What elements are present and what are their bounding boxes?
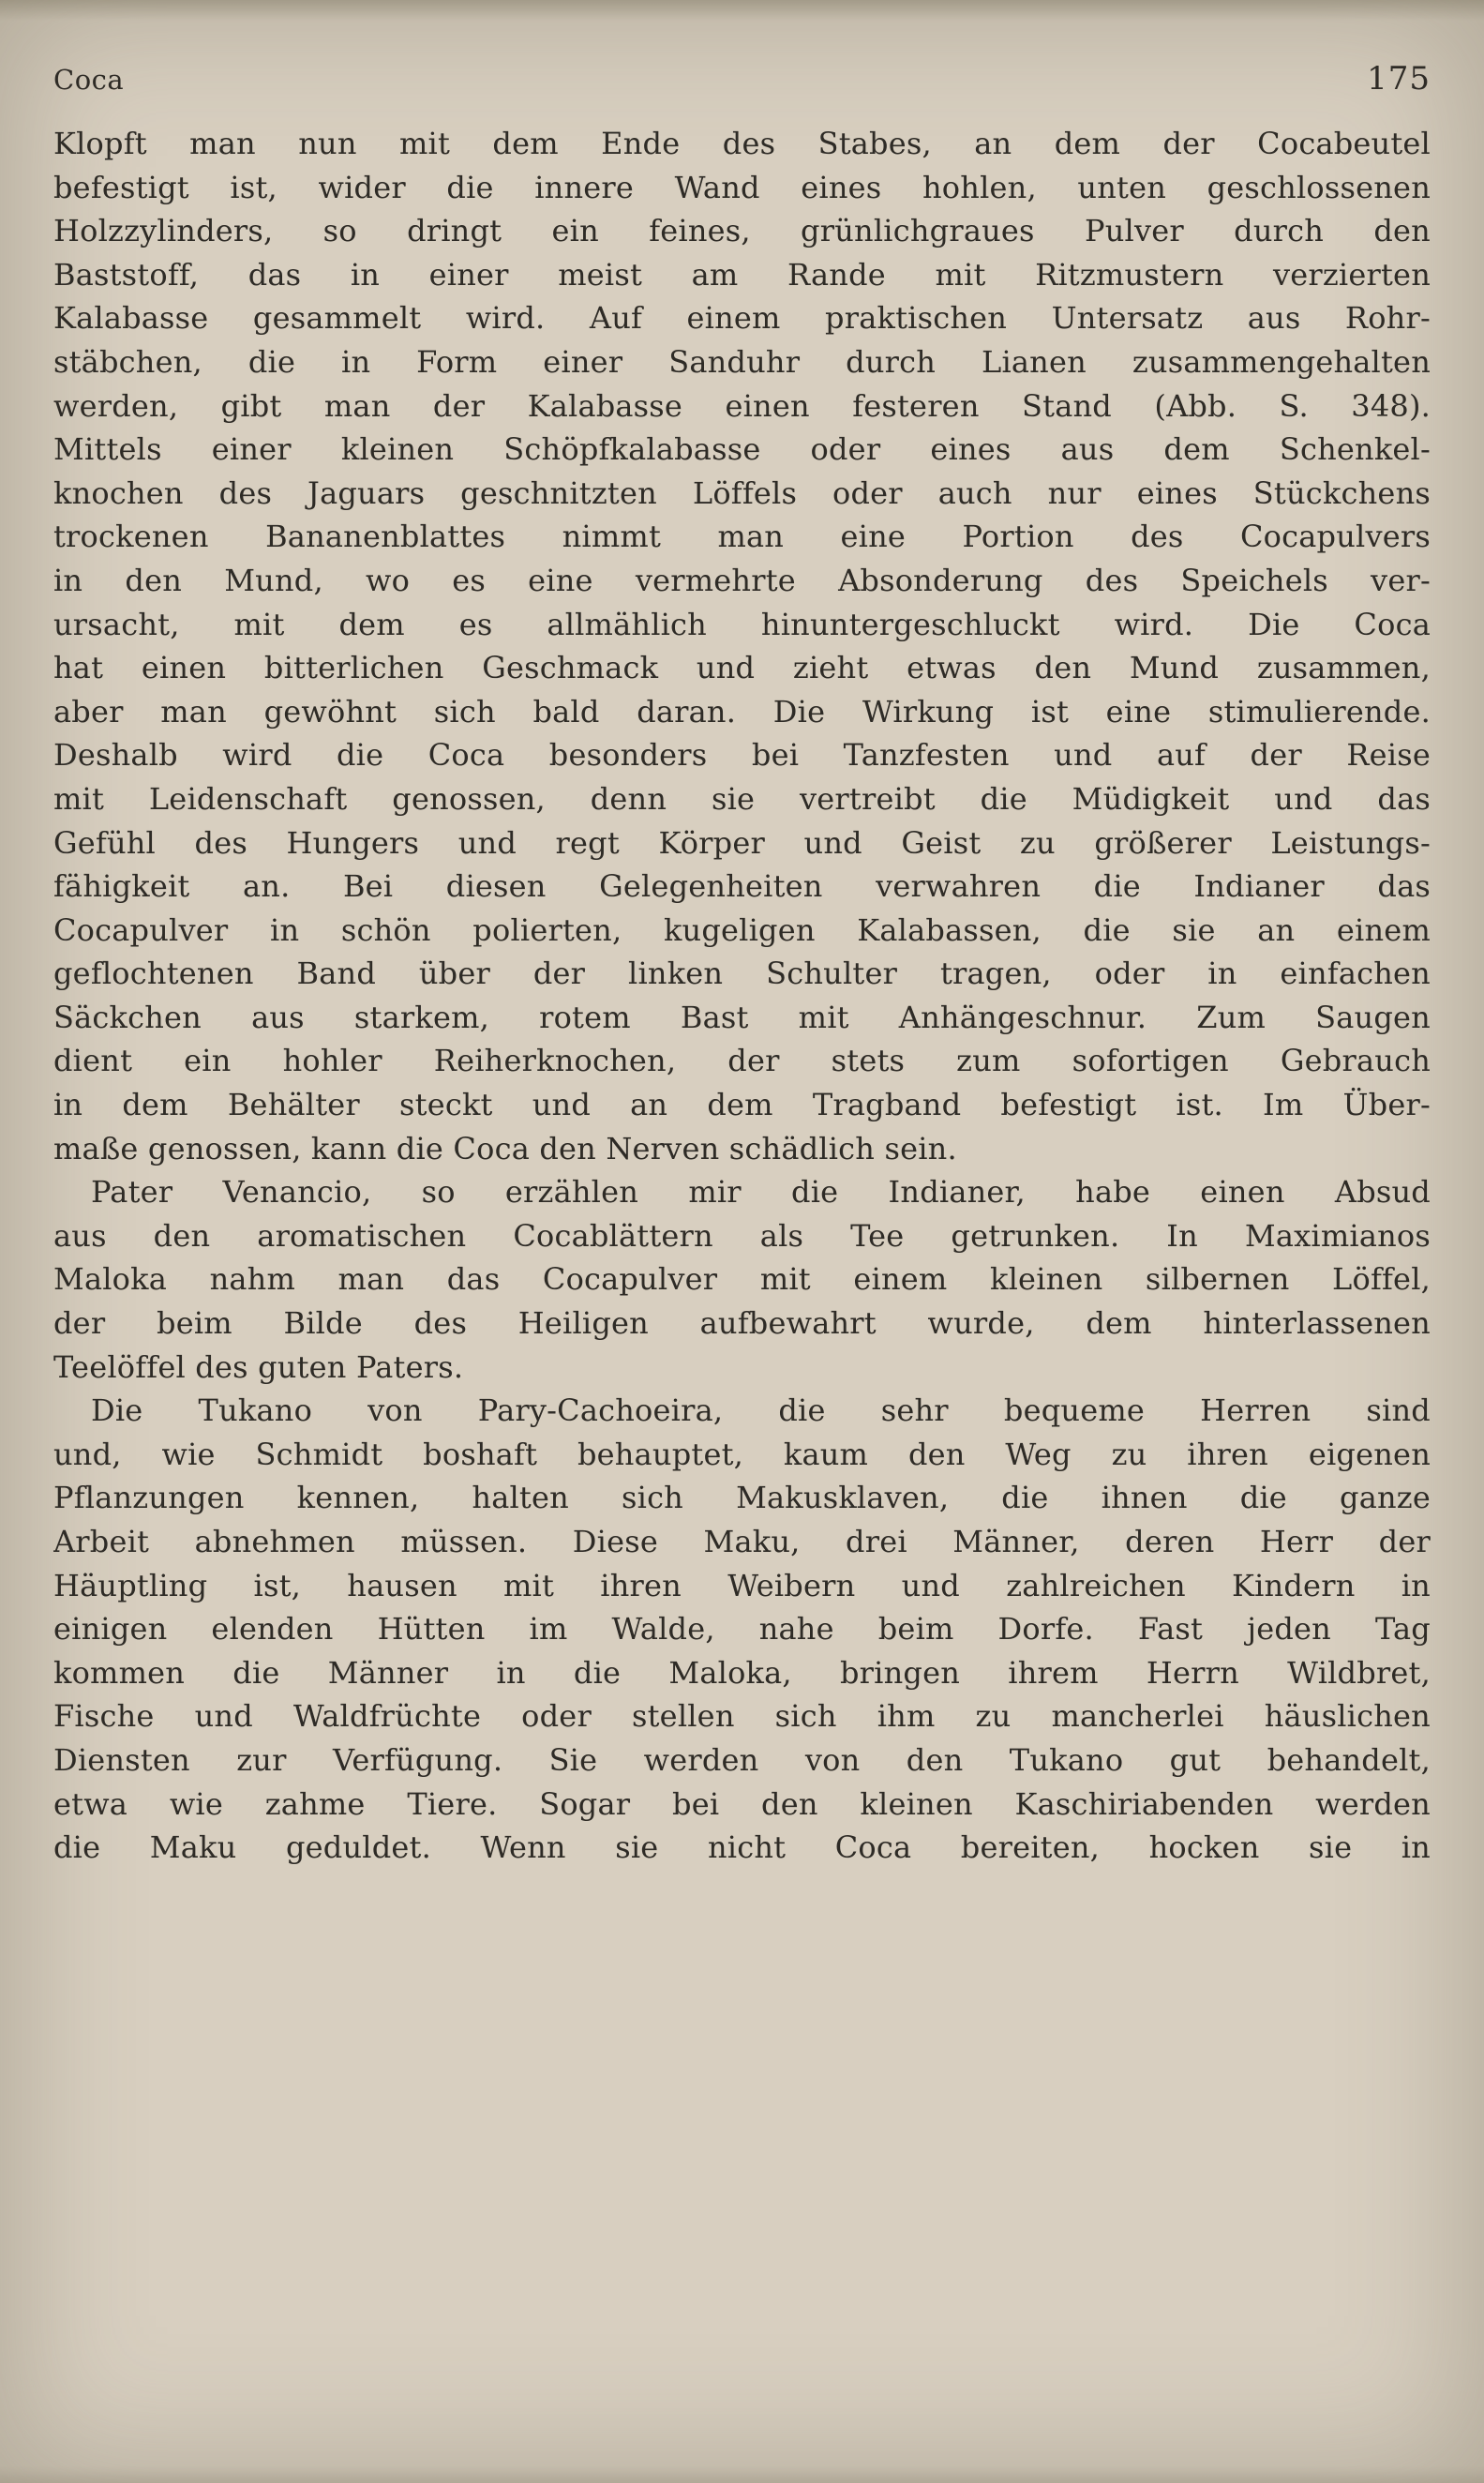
text-line: aus den aromatischen Cocablättern als Tee getrunken. In Maximianos <box>53 1217 1431 1254</box>
text-line: Maloka nahm man das Cocapulver mit einem kleinen silbernen Löffel, <box>53 1261 1431 1298</box>
text-line: aber man gewöhnt sich bald daran. Die Wirkung ist eine stimulierende. <box>53 693 1431 730</box>
text-line: in dem Behälter steckt und an dem Tragband befestigt ist. Im Über- <box>53 1087 1431 1123</box>
paragraph <box>53 122 1431 1170</box>
text-line: Kalabasse gesammelt wird. Auf einem praktischen Untersatz aus Rohr- <box>53 300 1431 337</box>
text-line: etwa wie zahme Tiere. Sogar bei den kleinen Kaschiriabenden werden <box>53 1785 1431 1822</box>
text-line: Baststoff, das in einer meist am Rande mit Ritzmustern verzierten <box>53 256 1431 293</box>
text-line: einigen elenden Hütten im Walde, nahe beim Dorfe. Fast jeden Tag <box>53 1611 1431 1648</box>
text-line: Cocapulver in schön polierten, kugeligen Kalabassen, die sie an einem <box>53 911 1431 948</box>
text-line: der beim Bilde des Heiligen aufbewahrt wurde, dem hinterlassenen <box>53 1305 1431 1342</box>
text-line: die Maku geduldet. Wenn sie nicht Coca bereiten, hocken sie in <box>53 1829 1431 1866</box>
paragraph <box>53 1170 1431 1389</box>
text-line: Diensten zur Verfügung. Sie werden von den Tukano gut behandelt, <box>53 1741 1431 1778</box>
text-line: geflochtenen Band über der linken Schulter tragen, oder in einfachen <box>53 956 1431 992</box>
text-line: knochen des Jaguars geschnitzten Löffels oder auch nur eines Stückchens <box>53 474 1431 511</box>
text-line: in den Mund, wo es eine vermehrte Absonderung des Speichels ver- <box>53 562 1431 598</box>
text-line: Pater Venancio, so erzählen mir die Indianer, habe einen Absud <box>91 1174 1431 1211</box>
text-line: Säckchen aus starkem, rotem Bast mit Anhängeschnur. Zum Saugen <box>53 999 1431 1035</box>
text-line: Fische und Waldfrüchte oder stellen sich ihm zu mancherlei häuslichen <box>53 1698 1431 1735</box>
text-line: hat einen bitterlichen Geschmack und zieht etwas den Mund zusammen, <box>53 650 1431 686</box>
text-block <box>53 122 1431 1870</box>
text-line: Die Tukano von Pary-Cachoeira, die sehr bequeme Herren sind <box>91 1392 1431 1429</box>
running-title: Coca <box>53 64 125 96</box>
text-line: ursacht, mit dem es allmählich hinuntergeschluckt wird. Die Coca <box>53 606 1431 642</box>
text-line: Pflanzungen kennen, halten sich Makusklaven, die ihnen die ganze <box>53 1480 1431 1516</box>
text-line: Teelöffel des guten Paters. <box>53 1348 464 1385</box>
text-line: dient ein hohler Reiherknochen, der stets zum sofortigen Gebrauch <box>53 1043 1431 1079</box>
text-line: maße genossen, kann die Coca den Nerven schädlich sein. <box>53 1130 957 1166</box>
text-line: fähigkeit an. Bei diesen Gelegenheiten verwahren die Indianer das <box>53 868 1431 905</box>
text-line: und, wie Schmidt boshaft behauptet, kaum den Weg zu ihren eigenen <box>53 1436 1431 1472</box>
text-line: mit Leidenschaft genossen, denn sie vertreibt die Müdigkeit und das <box>53 780 1431 817</box>
paragraph <box>53 1389 1431 1870</box>
page-number: 175 <box>1367 60 1431 98</box>
text-line: Arbeit abnehmen müssen. Diese Maku, drei Männer, deren Herr der <box>53 1524 1431 1559</box>
text-line: werden, gibt man der Kalabasse einen festeren Stand (Abb. S. 348). <box>53 387 1431 424</box>
text-line: Deshalb wird die Coca besonders bei Tanzfesten und auf der Reise <box>53 737 1431 774</box>
text-line: kommen die Männer in die Maloka, bringen ihrem Herrn Wildbret, <box>53 1654 1431 1691</box>
text-line: stäbchen, die in Form einer Sanduhr durch Lianen zusammengehalten <box>53 343 1431 380</box>
text-line: Holzzylinders, so dringt ein feines, grünlichgraues Pulver durch den <box>53 213 1431 249</box>
text-line: Häuptling ist, hausen mit ihren Weibern und zahlreichen Kindern in <box>53 1567 1431 1603</box>
text-line: trockenen Bananenblattes nimmt man eine Portion des Cocapulvers <box>53 519 1431 555</box>
text-line: befestigt ist, wider die innere Wand eines hohlen, unten geschlossenen <box>53 169 1431 205</box>
text-line: Mittels einer kleinen Schöpfkalabasse oder eines aus dem Schenkel- <box>53 431 1431 468</box>
page-header <box>53 60 1431 98</box>
text-line: Gefühl des Hungers und regt Körper und Geist zu größerer Leistungs- <box>53 824 1431 861</box>
text-line: Klopft man nun mit dem Ende des Stabes, an dem der Cocabeutel <box>53 126 1431 161</box>
